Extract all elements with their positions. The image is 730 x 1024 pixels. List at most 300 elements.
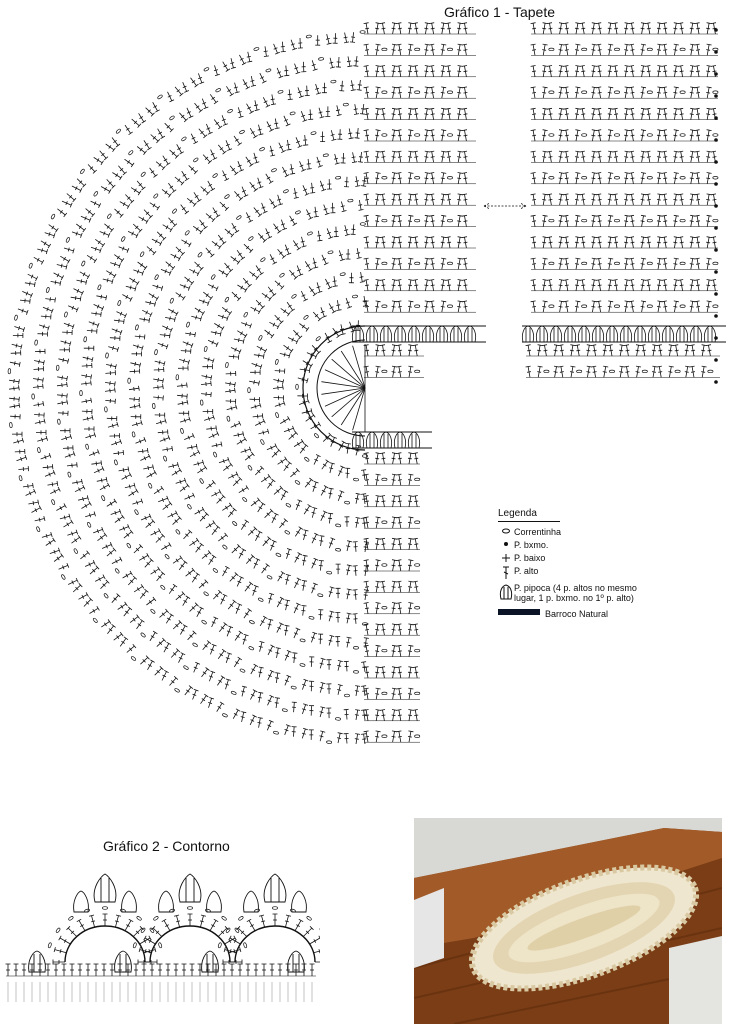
- dc-stitch: [15, 449, 25, 454]
- crochet-chart-edging: [0, 852, 320, 1012]
- chain-stitch: [153, 916, 159, 921]
- dc-stitch: [364, 237, 369, 248]
- dc-stitch: [179, 113, 188, 122]
- dc-stitch: [326, 708, 331, 718]
- chain-stitch: [340, 272, 346, 276]
- chain-stitch: [14, 315, 18, 321]
- dc-stitch: [139, 553, 149, 560]
- dc-stitch: [278, 964, 283, 976]
- dc-stitch: [346, 589, 352, 599]
- dc-stitch: [392, 453, 397, 464]
- dc-stitch: [690, 366, 695, 377]
- chain-stitch: [115, 568, 120, 574]
- dc-stitch: [424, 108, 429, 119]
- dc-stitch: [161, 542, 171, 549]
- dc-stitch: [608, 23, 613, 34]
- dc-stitch: [645, 66, 650, 77]
- dc-stitch: [111, 439, 121, 445]
- dc-stitch: [690, 173, 695, 184]
- dc-stitch: [244, 244, 253, 253]
- dc-stitch: [624, 237, 629, 248]
- dc-stitch: [268, 695, 275, 705]
- dc-stitch: [375, 301, 380, 312]
- dc-stitch: [91, 247, 101, 253]
- dc-stitch: [294, 578, 301, 588]
- dc-stitch: [189, 538, 199, 546]
- dc-stitch: [429, 301, 434, 312]
- chain-stitch: [447, 48, 452, 51]
- dc-stitch: [310, 936, 320, 944]
- dc-stitch: [375, 258, 380, 269]
- dc-stitch: [191, 134, 198, 144]
- chain-stitch: [132, 432, 136, 438]
- dc-stitch: [62, 964, 67, 976]
- dc-stitch: [424, 301, 429, 312]
- dc-stitch: [279, 519, 287, 528]
- dc-stitch: [673, 173, 678, 184]
- chain-stitch: [140, 632, 146, 637]
- chain-stitch: [9, 422, 12, 427]
- dc-stitch: [203, 641, 211, 650]
- dc-stitch: [641, 301, 646, 312]
- chain-stitch: [224, 194, 230, 199]
- dc-stitch: [396, 151, 401, 162]
- chain-stitch: [415, 177, 420, 180]
- dc-stitch: [268, 287, 276, 297]
- dc-stitch: [396, 366, 401, 377]
- dc-stitch: [238, 161, 244, 171]
- dc-stitch: [336, 105, 342, 115]
- dc-stitch: [641, 280, 646, 291]
- dc-stitch: [575, 173, 580, 184]
- legend-item-double: [498, 566, 723, 580]
- dc-stitch: [265, 330, 274, 338]
- chain-stitch: [121, 236, 126, 242]
- dc-stitch: [375, 560, 380, 571]
- popcorn-stitch: [450, 326, 461, 342]
- dc-stitch: [408, 710, 413, 721]
- popcorn-band: [352, 432, 432, 448]
- dc-stitch: [457, 237, 462, 248]
- dc-stitch: [209, 431, 219, 438]
- dc-stitch: [408, 215, 413, 226]
- dc-stitch: [91, 460, 101, 465]
- dc-stitch: [305, 478, 313, 487]
- dc-stitch: [71, 296, 81, 301]
- dc-stitch: [301, 237, 307, 247]
- dc-stitch: [413, 538, 418, 549]
- legend-label: P. bxmo.: [514, 540, 549, 550]
- dc-stitch: [272, 513, 279, 523]
- dc-stitch: [624, 23, 629, 34]
- dc-stitch: [446, 108, 451, 119]
- chain-stitch: [317, 593, 323, 597]
- chain-stitch: [680, 48, 685, 51]
- chain-stitch: [447, 134, 452, 137]
- dc-stitch: [701, 345, 706, 356]
- chain-stitch: [211, 274, 216, 280]
- dc-stitch: [201, 187, 210, 196]
- dc-stitch: [212, 442, 222, 448]
- dc-stitch: [201, 392, 211, 397]
- dc-stitch: [209, 555, 217, 565]
- dc-stitch: [375, 731, 380, 742]
- dc-stitch: [50, 487, 60, 494]
- dc-stitch: [197, 465, 207, 473]
- dc-stitch: [119, 467, 129, 472]
- dc-stitch: [108, 346, 118, 352]
- dc-stitch: [327, 660, 332, 670]
- dc-stitch: [457, 66, 462, 77]
- dc-stitch: [202, 668, 210, 677]
- dc-stitch: [462, 173, 467, 184]
- dc-stitch: [396, 87, 401, 98]
- dc-stitch: [392, 645, 397, 656]
- dc-stitch: [171, 254, 181, 261]
- dc-stitch: [706, 237, 711, 248]
- dc-stitch: [531, 301, 536, 312]
- dc-stitch: [662, 237, 667, 248]
- dc-stitch: [608, 237, 613, 248]
- dc-stitch: [641, 108, 646, 119]
- dc-stitch: [234, 431, 244, 436]
- chain-stitch: [382, 564, 387, 567]
- dc-stitch: [97, 477, 107, 482]
- dc-stitch: [531, 173, 536, 184]
- dc-stitch: [429, 66, 434, 77]
- dc-stitch: [155, 413, 165, 418]
- chain-stitch: [713, 262, 718, 265]
- dc-stitch: [262, 964, 267, 976]
- dc-stitch: [657, 108, 662, 119]
- popcorn-stitch: [464, 326, 475, 342]
- dc-stitch: [95, 239, 105, 247]
- dc-stitch: [57, 376, 67, 381]
- dc-stitch: [392, 624, 397, 635]
- chain-stitch: [680, 262, 685, 265]
- popcorn-stitch: [244, 891, 259, 912]
- dc-stitch: [256, 300, 265, 309]
- dc-stitch: [706, 130, 711, 141]
- dc-stitch: [87, 255, 97, 263]
- slip-stitch: [714, 226, 718, 230]
- popcorn-stitch: [422, 326, 433, 342]
- popcorn-stitch: [564, 326, 575, 342]
- dc-stitch: [608, 301, 613, 312]
- dc-stitch: [85, 512, 95, 518]
- dc-stitch: [267, 444, 277, 450]
- dc-stitch: [575, 280, 580, 291]
- dc-stitch: [341, 202, 347, 212]
- dc-stitch: [94, 964, 99, 976]
- dc-stitch: [169, 584, 177, 594]
- dc-stitch: [249, 272, 259, 280]
- dc-stitch: [275, 281, 284, 290]
- dc-stitch: [290, 164, 295, 174]
- chain-stitch: [186, 322, 190, 328]
- dc-stitch: [462, 108, 467, 119]
- dc-stitch: [225, 263, 233, 272]
- dc-stitch: [272, 448, 281, 457]
- dc-stitch: [122, 472, 132, 479]
- dc-stitch: [361, 176, 366, 186]
- center-ring: [317, 340, 365, 436]
- dc-stitch: [144, 140, 152, 150]
- dc-stitch: [218, 533, 227, 541]
- dc-stitch: [457, 301, 462, 312]
- dc-stitch: [302, 555, 307, 565]
- chain-stitch: [105, 353, 108, 358]
- chain-stitch: [254, 47, 260, 51]
- chain-stitch: [160, 585, 166, 591]
- chain-stitch: [647, 177, 652, 180]
- dc-stitch: [152, 926, 162, 936]
- dc-stitch: [171, 649, 180, 658]
- dc-stitch: [284, 625, 289, 635]
- dc-stitch: [84, 346, 94, 351]
- dc-stitch: [153, 384, 163, 389]
- dc-stitch: [187, 108, 193, 118]
- dc-stitch: [33, 377, 43, 382]
- dc-stitch: [204, 358, 214, 364]
- chain-stitch: [415, 48, 420, 51]
- dc-stitch: [596, 130, 601, 141]
- popcorn-stitch: [676, 326, 687, 342]
- chain-stitch: [582, 48, 587, 51]
- dc-stitch: [441, 151, 446, 162]
- dc-stitch: [153, 102, 160, 112]
- dc-stitch: [375, 581, 380, 592]
- chain-stitch: [36, 526, 40, 532]
- dc-stitch: [711, 194, 716, 205]
- chain-stitch: [19, 475, 23, 481]
- dc-stitch: [277, 68, 283, 78]
- chain-stitch: [213, 568, 219, 573]
- dc-stitch: [364, 258, 369, 269]
- dc-stitch: [302, 704, 308, 714]
- chain-stitch: [185, 230, 190, 236]
- dc-stitch: [348, 129, 353, 139]
- dc-stitch: [408, 87, 413, 98]
- dc-stitch: [559, 66, 564, 77]
- dc-stitch: [392, 237, 397, 248]
- chain-stitch: [34, 340, 37, 346]
- dc-stitch: [34, 413, 44, 418]
- dc-stitch: [690, 258, 695, 269]
- dc-stitch: [118, 166, 126, 175]
- dc-stitch: [396, 581, 401, 592]
- dc-stitch: [158, 343, 168, 349]
- dc-stitch: [580, 237, 585, 248]
- dc-stitch: [690, 130, 695, 141]
- dc-stitch: [364, 542, 369, 552]
- dc-stitch: [190, 450, 200, 457]
- dc-stitch: [396, 496, 401, 507]
- dc-stitch: [64, 248, 74, 254]
- dc-stitch: [60, 514, 70, 520]
- dc-stitch: [392, 560, 397, 571]
- stitch-ring: [248, 272, 367, 504]
- dc-stitch: [542, 173, 547, 184]
- dc-stitch: [531, 108, 536, 119]
- dc-stitch: [624, 345, 629, 356]
- slip-stitch: [714, 380, 718, 384]
- dc-stitch: [690, 44, 695, 55]
- dc-stitch: [542, 44, 547, 55]
- popcorn-stitch: [522, 326, 533, 342]
- dc-stitch: [210, 644, 216, 654]
- dc-stitch: [624, 366, 629, 377]
- dc-stitch: [179, 560, 187, 570]
- chain-stitch: [126, 543, 131, 549]
- dc-stitch: [641, 151, 646, 162]
- dc-stitch: [408, 474, 413, 485]
- dc-stitch: [542, 108, 547, 119]
- dc-stitch: [701, 366, 706, 377]
- dc-stitch: [596, 173, 601, 184]
- dc-stitch: [291, 40, 297, 50]
- dc-stitch: [64, 323, 74, 329]
- dc-stitch: [317, 282, 323, 292]
- dc-stitch: [375, 517, 380, 528]
- dc-stitch: [173, 516, 182, 525]
- dc-stitch: [144, 210, 153, 219]
- dc-stitch: [100, 232, 110, 238]
- chain-stitch: [614, 48, 619, 51]
- dc-stitch: [392, 301, 397, 312]
- dc-stitch: [531, 215, 536, 226]
- dc-stitch: [34, 366, 44, 371]
- chain-stitch: [335, 176, 340, 179]
- dc-stitch: [280, 353, 290, 359]
- dc-stitch: [608, 130, 613, 141]
- dc-stitch: [392, 280, 397, 291]
- dc-stitch: [275, 401, 285, 407]
- dc-stitch: [206, 248, 215, 257]
- popcorn-stitch: [578, 326, 589, 342]
- chain-stitch: [134, 509, 139, 515]
- dc-stitch: [678, 23, 683, 34]
- dc-stitch: [706, 173, 711, 184]
- chain-stitch: [204, 346, 208, 352]
- dc-stitch: [158, 129, 165, 139]
- dc-stitch: [172, 468, 182, 475]
- dc-stitch: [83, 357, 93, 363]
- dc-stitch: [96, 295, 106, 300]
- dc-stitch: [329, 611, 335, 621]
- dc-stitch: [110, 433, 120, 438]
- dc-stitch: [575, 194, 580, 205]
- dc-stitch: [619, 345, 624, 356]
- dc-stitch: [130, 369, 140, 374]
- dc-stitch: [591, 108, 596, 119]
- dc-stitch: [408, 23, 413, 34]
- dc-stitch: [313, 312, 322, 321]
- dc-stitch: [298, 87, 304, 97]
- dc-stitch: [375, 280, 380, 291]
- dc-stitch: [408, 688, 413, 699]
- chain-stitch: [218, 942, 222, 948]
- dc-stitch: [46, 538, 56, 546]
- dc-stitch: [413, 624, 418, 635]
- dc-stitch: [112, 594, 121, 603]
- slip-stitch: [714, 182, 718, 186]
- chain-stitch: [164, 554, 169, 560]
- dc-stitch: [462, 194, 467, 205]
- dc-stitch: [194, 460, 204, 466]
- dc-stitch: [375, 366, 380, 377]
- dc-stitch: [200, 915, 206, 927]
- dc-stitch: [234, 191, 243, 200]
- dc-stitch: [241, 686, 247, 696]
- dc-stitch: [364, 366, 369, 377]
- dc-stitch: [462, 301, 467, 312]
- chain-stitch: [382, 607, 387, 610]
- dc-stitch: [165, 316, 175, 321]
- dc-stitch: [429, 258, 434, 269]
- chain-stitch: [582, 134, 587, 137]
- dc-stitch: [364, 44, 369, 55]
- dc-stitch: [85, 432, 95, 438]
- dc-stitch: [624, 173, 629, 184]
- chain-stitch: [415, 692, 420, 695]
- dc-stitch: [72, 232, 82, 238]
- dc-stitch: [392, 87, 397, 98]
- chain-stitch: [614, 91, 619, 94]
- dc-stitch: [424, 173, 429, 184]
- dc-stitch: [337, 660, 343, 670]
- chain-stitch: [713, 91, 718, 94]
- dc-stitch: [246, 157, 254, 167]
- chain-stitch: [382, 692, 387, 695]
- chain-stitch: [295, 480, 301, 485]
- dc-stitch: [441, 194, 446, 205]
- dc-stitch: [309, 286, 317, 296]
- dc-stitch: [237, 285, 247, 292]
- dc-stitch: [284, 461, 292, 471]
- dc-stitch: [563, 237, 568, 248]
- chain-stitch: [51, 499, 55, 505]
- dc-stitch: [624, 258, 629, 269]
- dc-stitch: [54, 964, 59, 976]
- chain-stitch: [243, 312, 248, 318]
- dc-stitch: [251, 664, 258, 674]
- dc-stitch: [156, 162, 165, 170]
- dc-stitch: [170, 150, 179, 159]
- dc-stitch: [18, 466, 28, 471]
- dc-stitch: [183, 342, 193, 348]
- dc-stitch: [352, 152, 357, 162]
- chain-stitch: [240, 668, 246, 672]
- dc-stitch: [429, 87, 434, 98]
- dc-stitch: [429, 151, 434, 162]
- dc-stitch: [94, 157, 104, 165]
- dc-stitch: [333, 276, 338, 286]
- dc-stitch: [695, 215, 700, 226]
- dc-stitch: [312, 507, 318, 517]
- dc-stitch: [657, 173, 662, 184]
- dc-stitch: [250, 690, 257, 700]
- dc-stitch: [267, 720, 273, 730]
- dc-stitch: [223, 171, 230, 181]
- chain-stitch: [549, 262, 554, 265]
- dc-stitch: [355, 128, 360, 138]
- chain-stitch: [64, 312, 68, 318]
- dc-stitch: [312, 583, 318, 593]
- dc-stitch: [321, 511, 328, 521]
- dc-stitch: [61, 434, 71, 440]
- dc-stitch: [537, 366, 542, 377]
